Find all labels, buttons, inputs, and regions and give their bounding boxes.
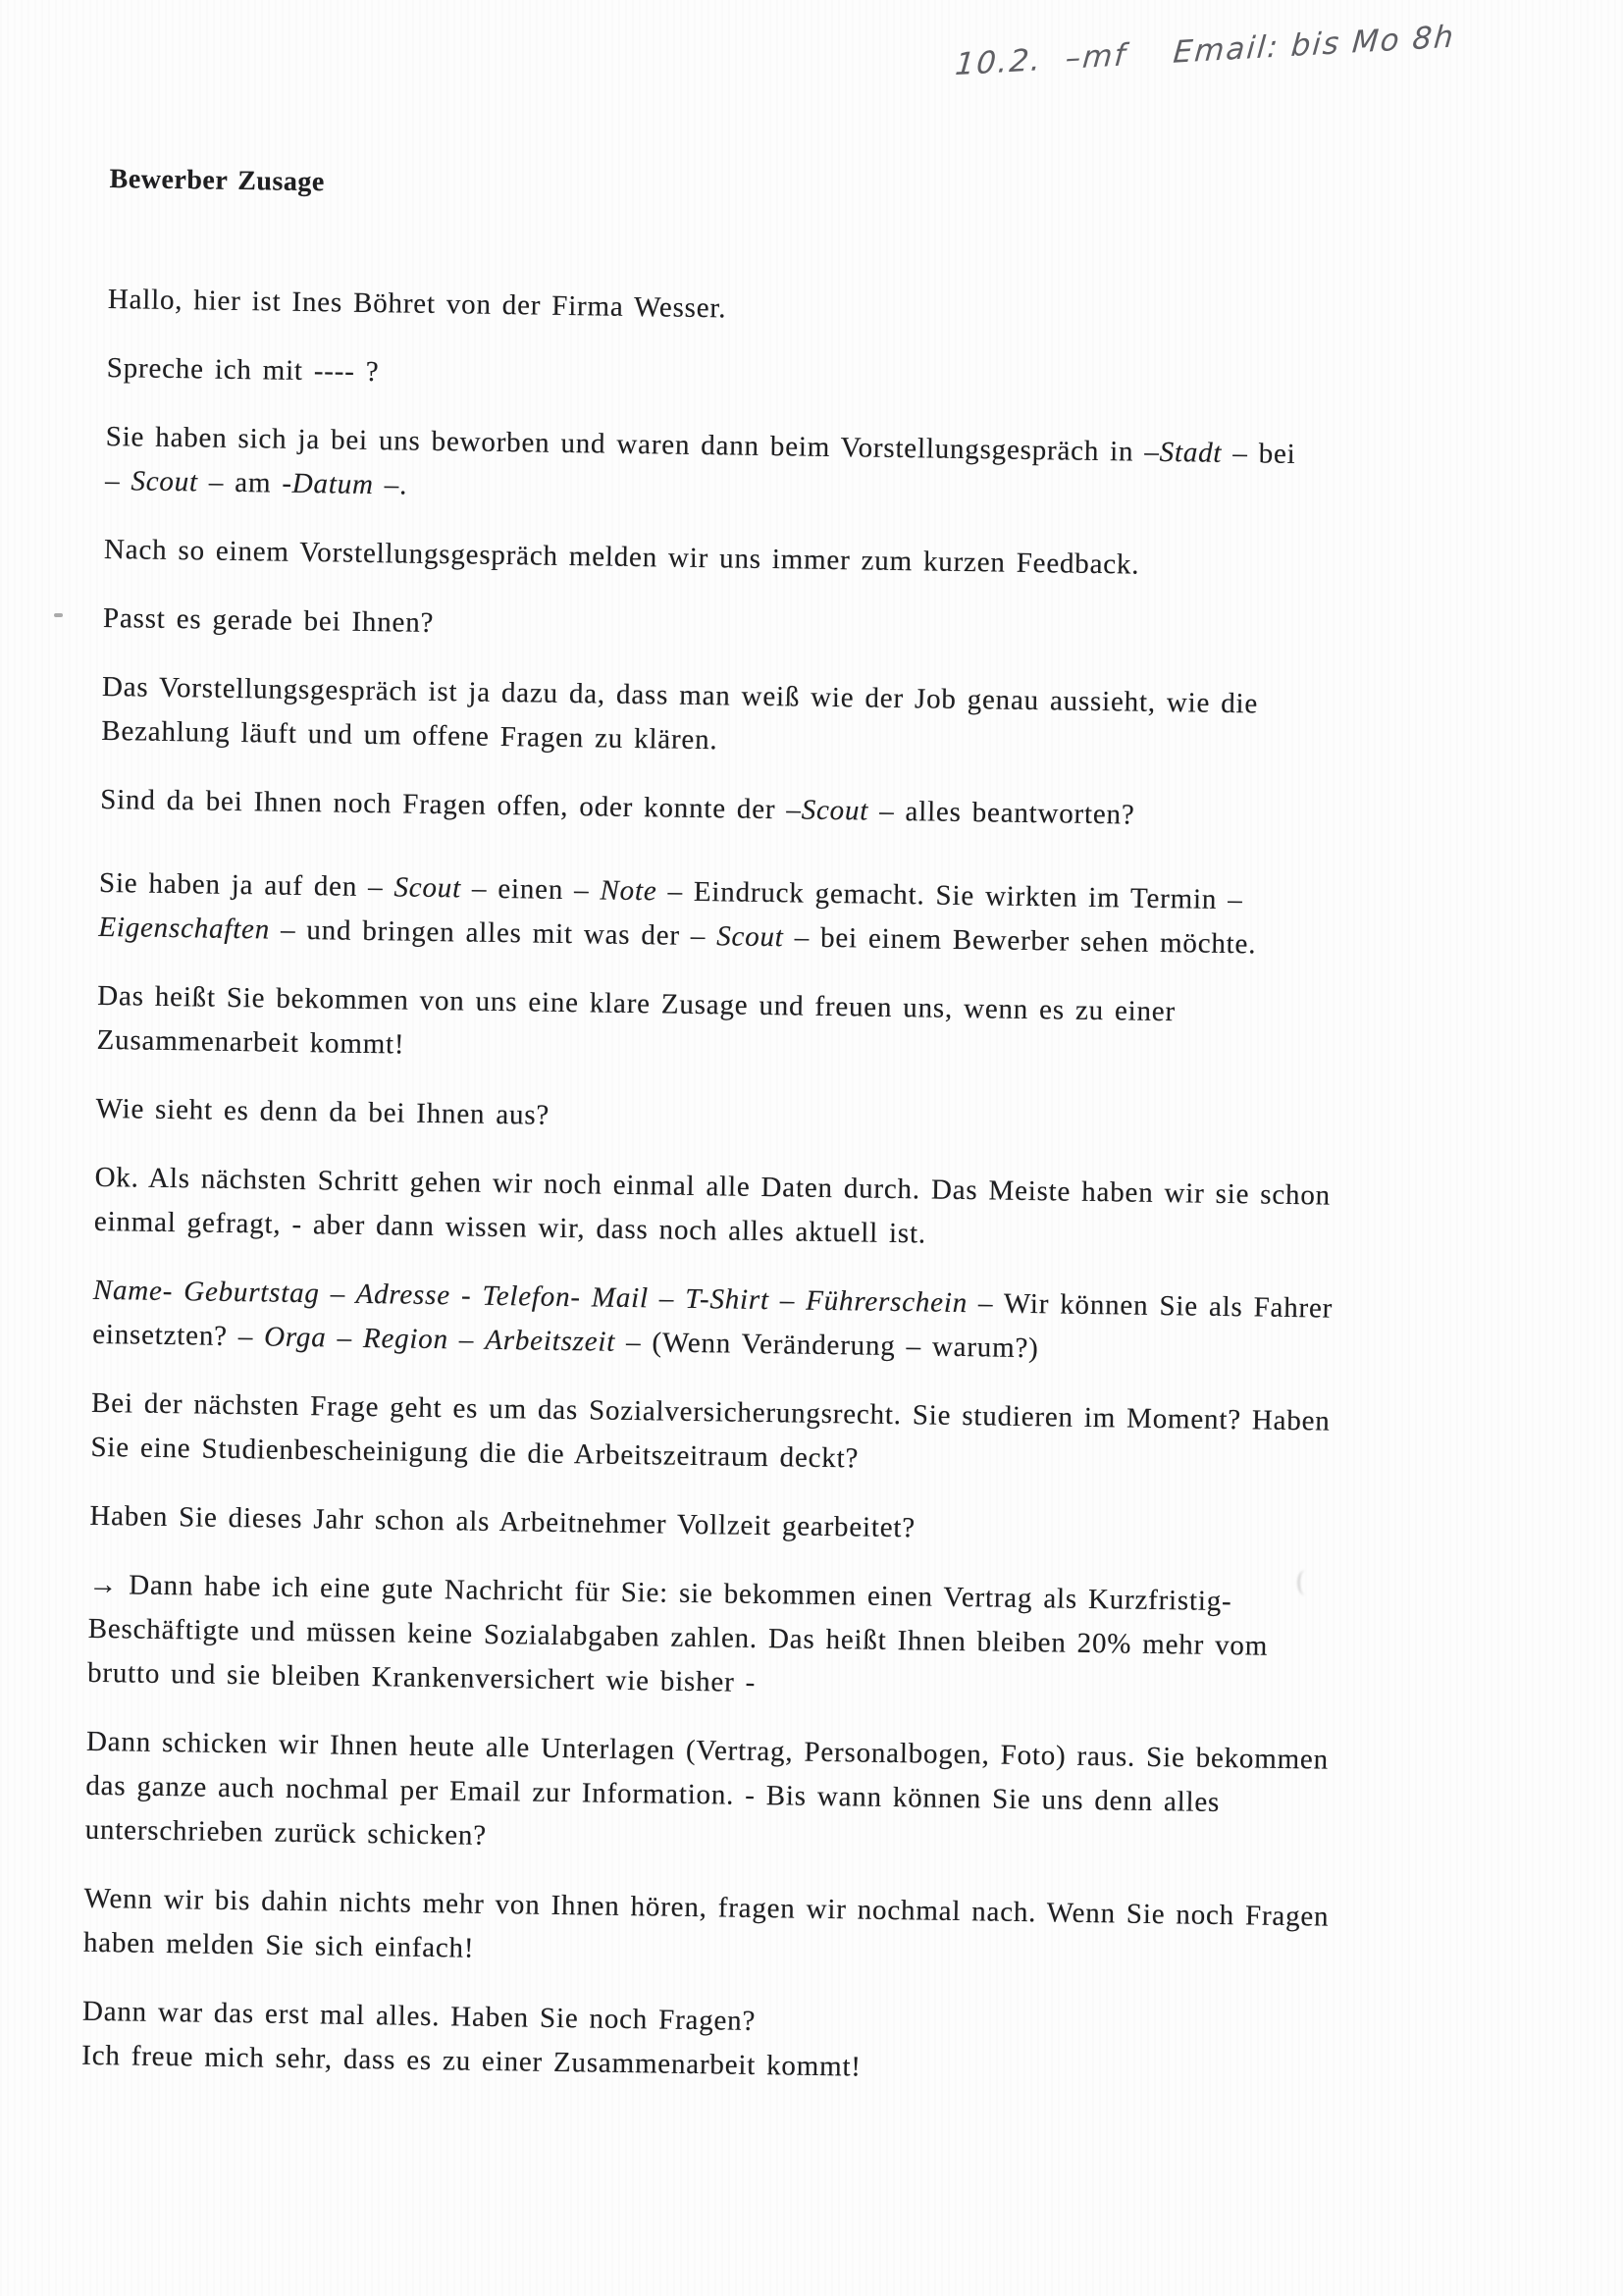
paragraph: Dann schicken wir Ihnen heute alle Unterlagen (Vertrag, Personalbogen, Foto) raus. Sie bekommen das ganze auch nochmal per Email zur Information. - Bis wann können Sie uns denn alles unterschrieben zurück schicken? (84, 1725, 1330, 1852)
paragraph: Haben Sie dieses Jahr schon als Arbeitnehmer Vollzeit gearbeitet? (89, 1499, 916, 1544)
paragraph: Wie sieht es denn da bei Ihnen aus? (95, 1092, 550, 1131)
paragraph: Sie haben sich ja bei uns beworben und waren dann beim Vorstellungsgespräch in –Stadt – bei – Scout – am -Datum –. (104, 420, 1296, 501)
paragraph: Name- Geburtstag – Adresse - Telefon- Mail – T-Shirt – Führerschein – Wir können Sie als Fahrer einsetzten? – Orga – Region – Arbeitszeit – (Wenn Veränderung – warum?) (91, 1274, 1334, 1365)
paragraph: Das heißt Sie bekommen von uns eine klare Zusage und freuen uns, wenn es zu einer Zusammenarbeit kommt! (96, 979, 1177, 1061)
paragraph: Sind da bei Ihnen noch Fragen offen, oder konnte der –Scout – alles beantworten? (100, 783, 1135, 831)
paragraph: Dann war das erst mal alles. Haben Sie noch Fragen? Ich freue mich sehr, dass es zu einer Zusammenarbeit kommt! (81, 1995, 863, 2083)
scan-smudge (1297, 1570, 1314, 1595)
paragraph: Passt es gerade bei Ihnen? (102, 601, 435, 639)
paragraph: Wenn wir bis dahin nichts mehr von Ihnen hören, fragen wir nochmal nach. Wenn Sie noch Fragen haben melden Sie sich einfach! (82, 1882, 1330, 1964)
paragraph: Bei der nächsten Frage geht es um das Sozialversicherungsrecht. Sie studieren im Moment? Haben Sie eine Studienbescheinigung die die Arbeitszeitraum deckt? (90, 1386, 1331, 1475)
handwritten-annotation: 10.2. –mf Email: bis Mo 8h (953, 19, 1457, 83)
paragraph: Ok. Als nächsten Schritt gehen wir noch einmal alle Daten durch. Das Meiste haben wir sie schon einmal gefragt, - aber dann wissen wir, dass noch alles aktuell ist. (93, 1161, 1332, 1250)
paragraph: → Dann habe ich eine gute Nachricht für Sie: sie bekommen einen Vertrag als Kurzfristig- Beschäftigte und müssen keine Sozialabgaben zahlen. Das heißt Ihnen bleiben 20% mehr vom brutto und sie bleiben Krankenversichert wie bisher - (86, 1568, 1269, 1698)
page-title: Bewerber Zusage (109, 163, 326, 198)
document-content (81, 157, 1552, 2124)
scan-speck (54, 613, 63, 617)
paragraph: Hallo, hier ist Ines Böhret von der Firma Wesser. (107, 283, 727, 325)
paragraph: Das Vorstellungsgespräch ist ja dazu da, dass man weiß wie der Job genau aussieht, wie die Bezahlung läuft und um offene Fragen zu klären. (101, 670, 1259, 757)
paragraph: Sie haben ja auf den – Scout – einen – Note – Eindruck gemacht. Sie wirkten im Termin – Eigenschaften – und bringen alles mit was der – Scout – bei einem Bewerber sehen möchte. (98, 866, 1257, 961)
document-body (81, 278, 1550, 2100)
paragraph: Spreche ich mit ---- ? (106, 351, 380, 389)
paragraph: Nach so einem Vorstellungsgespräch melden wir uns immer zum kurzen Feedback. (103, 533, 1140, 581)
